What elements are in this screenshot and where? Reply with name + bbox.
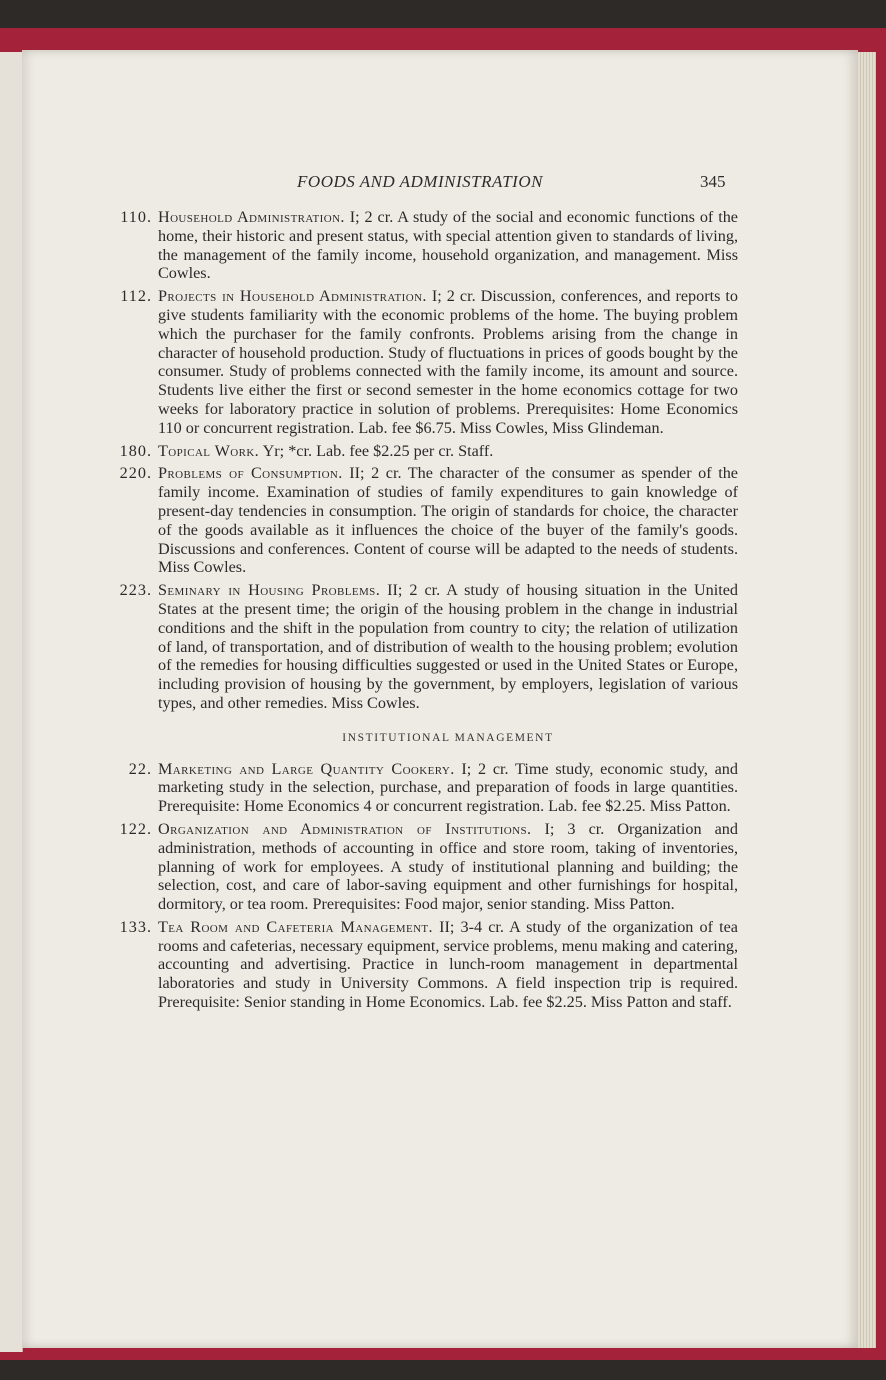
course-entry bbox=[98, 581, 738, 713]
course-text: I; 3 cr. Organization and administration, methods of accounting in office and store room, taking of inventories, planning of work for employees. A study of institutional planning and building; the selection, cost, and care of labor-saving equipment and other furnishings for hospital, dormitory, or tea room. Prerequisites: Food major, senior standing. Miss Patton. bbox=[158, 819, 738, 914]
course-entry bbox=[98, 287, 738, 437]
course-description bbox=[158, 760, 738, 816]
course-description bbox=[158, 820, 738, 914]
course-text: I; 2 cr. Time study, economic study, and marketing study in the selection, purchase, and preparation of foods in large quantities. Prerequisite: Home Economics 4 or concurrent registration. Lab. fee $2.25. Miss Patton. bbox=[158, 759, 738, 816]
course-title: Tea Room and Cafeteria Management. bbox=[158, 917, 433, 936]
course-title: Seminary in Housing Problems. bbox=[158, 581, 381, 600]
course-entry bbox=[98, 442, 738, 461]
course-entry bbox=[98, 760, 738, 816]
course-listing bbox=[98, 208, 738, 1016]
course-title: Organization and Administration of Institutions. bbox=[158, 819, 532, 838]
facing-page-edge bbox=[0, 52, 23, 1352]
course-title: Topical Work. bbox=[158, 441, 260, 460]
course-text: II; 2 cr. The character of the consumer as spender of the family income. Examination of studies of family expenditures to gain knowledge of present-day tendencies in consumption. The origin of standards for choice, the character of the goods available as it influences the choice of the buyer of the family's goods. Discussions and conferences. Content of course will be adapted to the needs of students. Miss Cowles. bbox=[158, 464, 738, 577]
course-description bbox=[158, 581, 738, 713]
running-title: FOODS AND ADMINISTRATION bbox=[297, 172, 543, 191]
course-description bbox=[158, 442, 738, 461]
course-number: 180. bbox=[119, 441, 152, 460]
course-text: Yr; *cr. Lab. fee $2.25 per cr. Staff. bbox=[259, 441, 494, 460]
course-description bbox=[158, 918, 738, 1012]
running-head bbox=[0, 172, 886, 196]
course-entry bbox=[98, 464, 738, 577]
course-number: 22. bbox=[128, 759, 152, 778]
course-number: 223. bbox=[119, 581, 152, 600]
course-number: 220. bbox=[119, 464, 152, 483]
course-number: 133. bbox=[119, 917, 152, 936]
course-entry bbox=[98, 208, 738, 283]
course-title: Projects in Household Administration. bbox=[158, 287, 427, 306]
course-entry bbox=[98, 918, 738, 1012]
course-title: Household Administration. bbox=[158, 208, 345, 226]
course-text: I; 2 cr. Discussion, conferences, and reports to give students familiarity with the economic problems of the home. The buying problem which the purchaser for the family confronts. Problems arising from the change in character of household production. Study of fluctuations in prices of goods bought by the consumer. Study of problems connected with the family income, its amount and source. Students live either the first or second semester in the home economics cottage for two weeks for laboratory practice in solution of problems. Prerequisites: Home Economics 110 or concurrent registration. Lab. fee $6.75. Miss Cowles, Miss Glindeman. bbox=[158, 287, 738, 437]
page-number: 345 bbox=[700, 172, 726, 191]
course-title: Problems of Consumption. bbox=[158, 464, 343, 483]
course-title: Marketing and Large Quantity Cookery. bbox=[158, 759, 455, 778]
course-description bbox=[158, 464, 738, 577]
page-stack-edge bbox=[858, 52, 876, 1348]
course-number: 110. bbox=[120, 208, 152, 226]
course-description bbox=[158, 287, 738, 437]
course-text: I; 2 cr. A study of the social and economic functions of the home, their historic and present status, with special attention given to standards of living, the management of the family income, household organization, and management. Miss Cowles. bbox=[158, 208, 738, 283]
course-description bbox=[158, 208, 738, 283]
course-number: 122. bbox=[119, 819, 152, 838]
course-number: 112. bbox=[120, 287, 152, 306]
course-entry bbox=[98, 820, 738, 914]
course-text: II; 2 cr. A study of housing situation in the United States at the present time; the origin of the housing problem in the change in industrial conditions and the shift in the population from country to city; the relation of utilization of land, of transportation, and of distribution of wealth to the housing problem; evolution of the remedies for housing difficulties suggested or used in the United States or Europe, including provision of housing by the government, by employers, legislation of various types, and other remedies. Miss Cowles. bbox=[158, 581, 739, 712]
section-heading: INSTITUTIONAL MANAGEMENT bbox=[342, 731, 554, 744]
course-text: II; 3-4 cr. A study of the organization of tea rooms and cafeterias, necessary equipment, service problems, menu making and catering, accounting and advertising. Practice in lunch-room management in departmental laboratories and study in University Commons. A field inspection trip is required. Prerequisite: Senior standing in Home Economics. Lab. fee $2.25. Miss Patton and staff. bbox=[158, 917, 738, 1012]
